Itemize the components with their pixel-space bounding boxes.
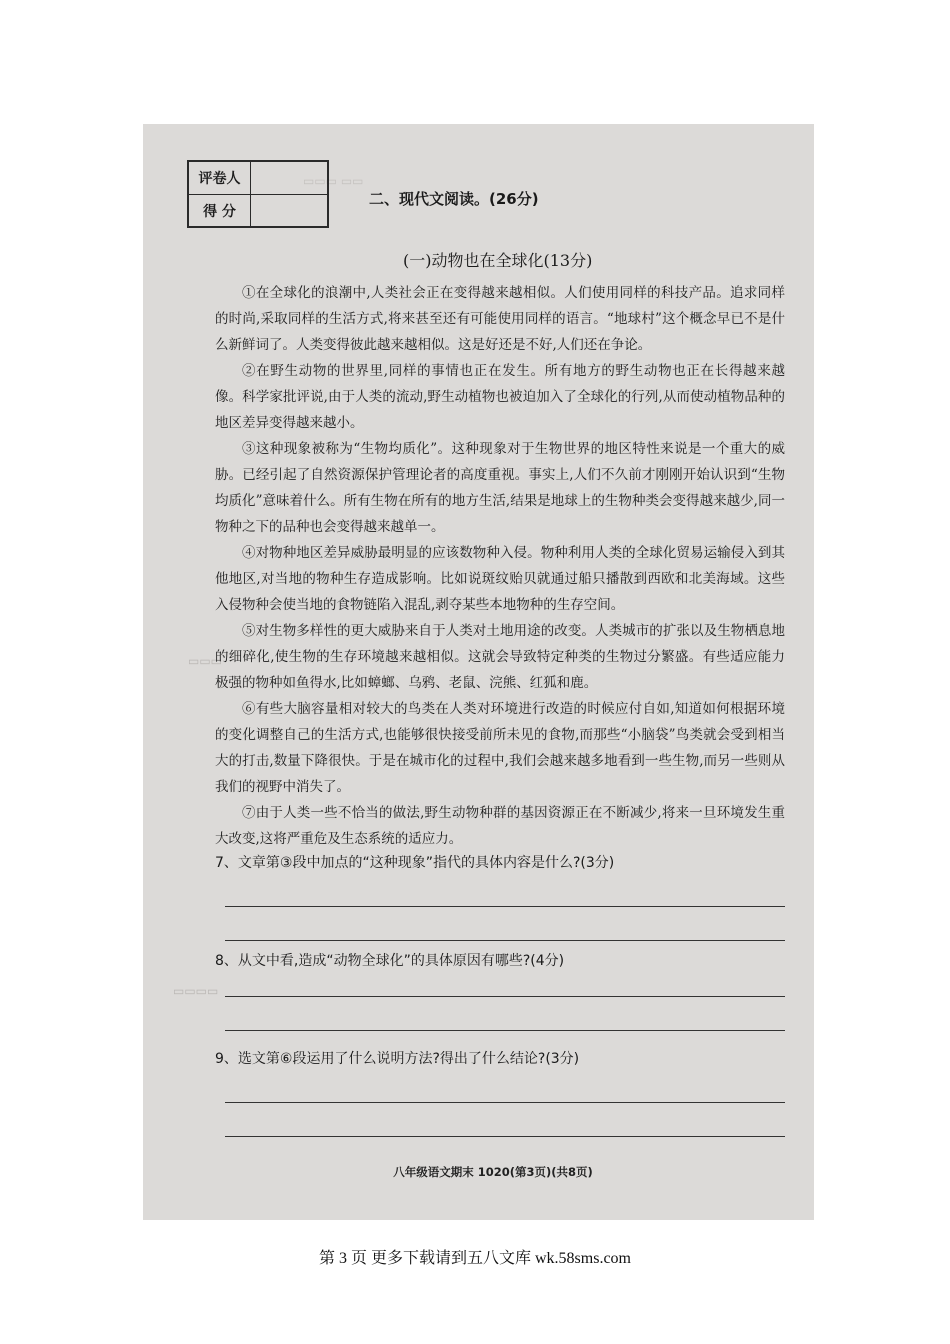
section-title: 二、现代文阅读。(26分) [369, 190, 539, 208]
paragraph-1: ①在全球化的浪潮中,人类社会正在变得越来越相似。人们使用同样的科技产品。追求同样的时尚,采取同样的生活方式,将来甚至还有可能使用同样的语言。“地球村”这个概念早已不是什么新鲜词了。人类变得彼此越来越相似。这是好还是不好,人们还在争论。 [215, 285, 785, 353]
paper-footer: 八年级语文期末 1020(第3页)(共8页) [393, 1165, 593, 1179]
show-through-mark: ▭▭▭▭ [173, 984, 219, 998]
score-label: 得 分 [189, 195, 251, 227]
reviewer-label: 评卷人 [189, 162, 251, 194]
paragraph-2: ②在野生动物的世界里,同样的事情也正在发生。所有地方的野生动物也正在长得越来越像。科学家批评说,由于人类的流动,野生动植物也被迫加入了全球化的行列,从而使动植物品种的地区差异变得越来越小。 [215, 363, 785, 431]
passage-title: (一)动物也在全球化(13分) [403, 251, 593, 270]
show-through-mark: ▭▭▭ [188, 654, 223, 668]
show-through-mark: ▭▭▭ ▭▭ [303, 174, 364, 188]
score-table [187, 160, 329, 228]
question-9: 9、选文第⑥段运用了什么说明方法?得出了什么结论?(3分) [215, 1051, 580, 1067]
answer-line[interactable] [225, 1136, 785, 1137]
paragraph-5: ⑤对生物多样性的更大威胁来自于人类对土地用途的改变。人类城市的扩张以及生物栖息地的细碎化,使生物的生存环境越来越相似。这就会导致特定种类的生物过分繁盛。有些适应能力极强的物种如鱼得水,比如蟑螂、乌鸦、老鼠、浣熊、红狐和鹿。 [215, 623, 785, 691]
answer-line[interactable] [225, 1102, 785, 1103]
answer-line[interactable] [225, 906, 785, 907]
question-7: 7、文章第③段中加点的“这种现象”指代的具体内容是什么?(3分) [215, 855, 615, 871]
scanned-page [143, 124, 814, 1220]
score-table-row [189, 162, 327, 195]
paragraph-4: ④对物种地区差异威胁最明显的应该数物种入侵。物种利用人类的全球化贸易运输侵入到其他地区,对当地的物种生存造成影响。比如说斑纹贻贝就通过船只播散到西欧和北美海域。这些入侵物种会使当地的食物链陷入混乱,剥夺某些本地物种的生存空间。 [215, 545, 785, 613]
page-footer: 第 3 页 更多下载请到五八文库 wk.58sms.com [318, 1250, 631, 1267]
answer-line[interactable] [225, 1030, 785, 1031]
answer-line[interactable] [225, 996, 785, 997]
question-8: 8、从文中看,造成“动物全球化”的具体原因有哪些?(4分) [215, 953, 565, 969]
score-table-row [189, 195, 327, 227]
paragraph-3: ③这种现象被称为“生物均质化”。这种现象对于生物世界的地区特性来说是一个重大的威胁。已经引起了自然资源保护管理论者的高度重视。事实上,人们不久前才刚刚开始认识到“生物均质化”意味着什么。所有生物在所有的地方生活,结果是地球上的生物种类会变得越来越少,同一物种之下的品种也会变得越来越单一。 [215, 441, 785, 535]
paragraph-7: ⑦由于人类一些不恰当的做法,野生动物种群的基因资源正在不断减少,将来一旦环境发生重大改变,这将严重危及生态系统的适应力。 [215, 805, 785, 847]
paragraph-6: ⑥有些大脑容量相对较大的鸟类在人类对环境进行改造的时候应付自如,知道如何根据环境的变化调整自己的生活方式,也能够很快接受前所未见的食物,而那些“小脑袋”鸟类就会受到相当大的打击,数量下降很快。于是在城市化的过程中,我们会越来越多地看到一些生物,而另一些则从我们的视野中消失了。 [215, 701, 785, 795]
answer-line[interactable] [225, 940, 785, 941]
